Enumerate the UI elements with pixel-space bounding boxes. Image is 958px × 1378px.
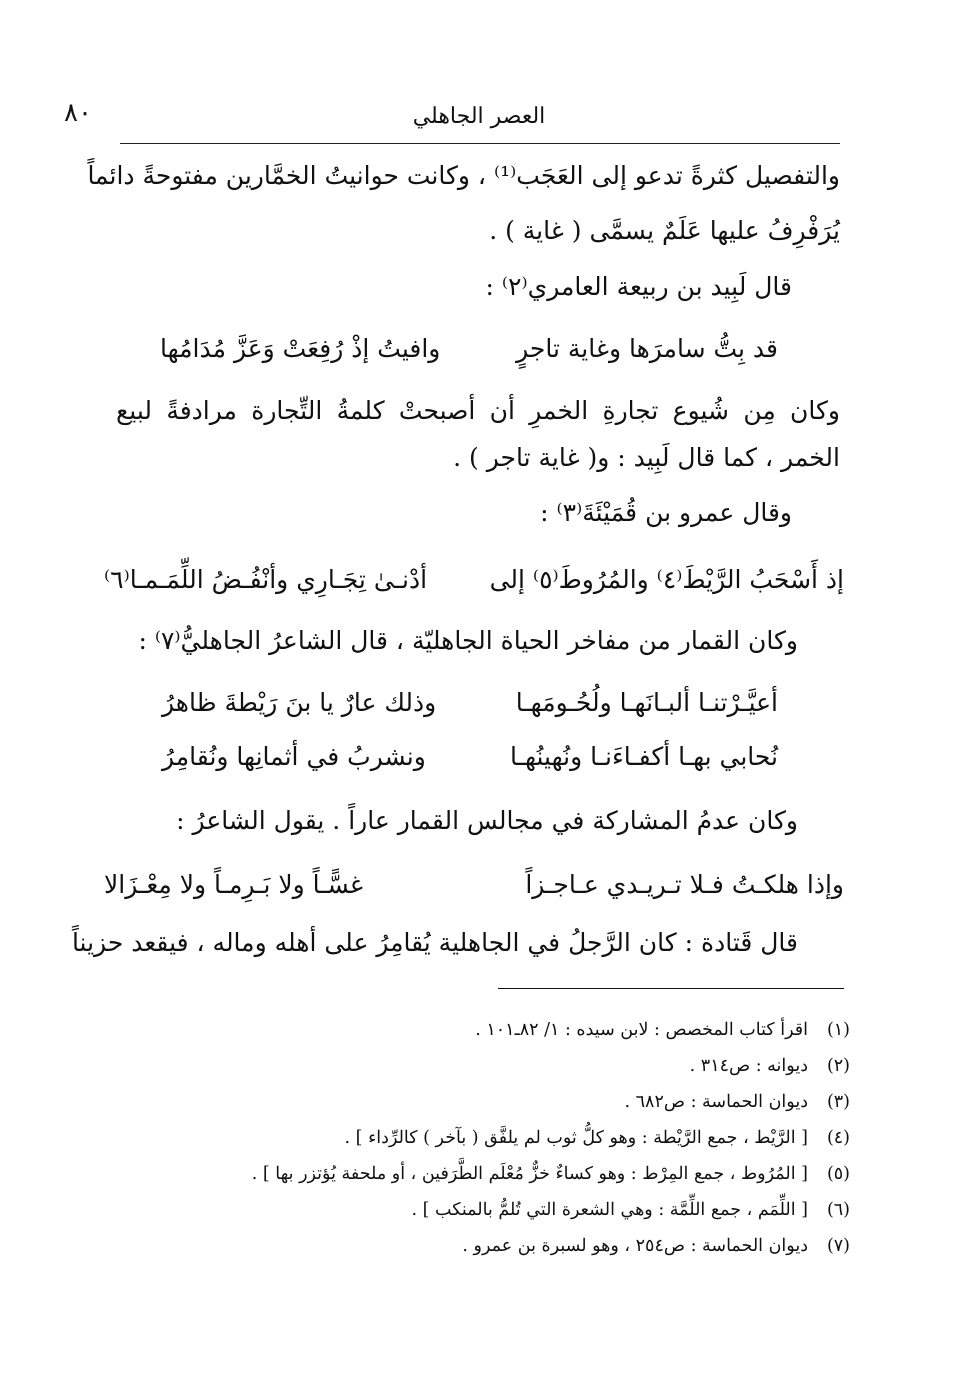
paragraph-line: قال قَتادة : كان الرَّجلُ في الجاهلية يُقامِرُ على أهله وماله ، فيقعد حزيناً: [71, 928, 798, 957]
verse-hemistich-right: إذ أَسْحَبُ الرَّيْطَ⁽٤⁾ والمُرُوطَ⁽٥⁾ إلى: [489, 565, 844, 594]
footnote-number: (٣): [826, 1092, 850, 1112]
verse-hemistich-right: قد بِتُّ سامرَها وغاية تاجرٍ: [516, 334, 778, 363]
page-number: ٨٠: [64, 98, 92, 128]
footnote-text: ديوان الحماسة : ص٦٨٢ .: [624, 1092, 808, 1112]
footnote-text: ديوان الحماسة : ص٢٥٤ ، وهو لسبرة بن عمرو .: [462, 1236, 808, 1256]
header-rule: [120, 143, 840, 144]
footnote-number: (٥): [826, 1164, 850, 1184]
quote-intro: وقال عمرو بن قُمَيْئَةَ⁽٣⁾ :: [540, 498, 792, 527]
running-head: العصر الجاهلي: [412, 104, 546, 129]
paragraph-line: وكان مِن شُيوع تجارةِ الخمرِ أن أصبحتْ كلمةُ التِّجارة مرادفةً لبيع: [116, 396, 840, 425]
paragraph-line: وكان عدمُ المشاركة في مجالس القمار عاراً . يقول الشاعرُ :: [176, 806, 798, 835]
footnote-text: ديوانه : ص٣١٤ .: [689, 1056, 808, 1076]
footnote-text: [ اللِّمَم ، جمع اللِّمَّة : وهي الشعرة التي تُلمُّ بالمنكب ] .: [411, 1200, 808, 1220]
footnote-number: (٤): [826, 1128, 850, 1148]
paragraph-line: وكان القمار من مفاخر الحياة الجاهليّة ، قال الشاعرُ الجاهليُّ⁽٧⁾ :: [138, 626, 798, 655]
paragraph-line: يُرَفْرِفُ عليها عَلَمٌ يسمَّى ( غاية ) .: [489, 216, 840, 245]
footnote-text: [ الرَّيْط ، جمع الرَّيْطة : وهو كلُّ ثوب لم يلفَّق ( بآخر ) كالرِّداء ] .: [344, 1128, 808, 1148]
verse-hemistich-left: أدْنـىٰ تِجَـارِي وأنْفُـضُ اللِّمَـمـا⁽٦⁾: [104, 565, 428, 594]
footnote-number: (٢): [826, 1056, 850, 1076]
paragraph-line: والتفصيل كثرةً تدعو إلى العَجَب⁽¹⁾ ، وكانت حوانيتُ الخمَّارين مفتوحةً دائماً: [87, 161, 840, 190]
verse-hemistich-left: غسًّـاً ولا بَـرِمـاً ولا مِعْـزَالا: [104, 870, 363, 899]
footnote-rule: [498, 988, 844, 989]
verse-hemistich-left: وافيتُ إذْ رُفِعَتْ وَعَزَّ مُدَامُها: [160, 334, 441, 363]
footnote-number: (١): [826, 1020, 850, 1040]
footnote-number: (٧): [826, 1236, 850, 1256]
quote-intro: قال لَبِيد بن ربيعة العامري⁽٢⁾ :: [485, 272, 792, 301]
footnote-text: [ المُرُوط ، جمع المِرْط : وهو كساءٌ خزٌّ مُعْلَم الطَّرَفين ، أو ملحفة يُؤتزر بها ] .: [251, 1164, 808, 1184]
verse-hemistich-right: نُحابي بهـا أكفـاءَنـا ونُهينُهـا: [510, 742, 778, 771]
verse-hemistich-right: وإذا هلكـتُ فـلا تـريـدي عـاجـزاً: [525, 870, 844, 899]
verse-hemistich-left: ونشربُ في أثمانِها ونُقامِرُ: [162, 742, 426, 771]
footnote-text: اقرأ كتاب المخصص : لابن سيده : ١/ ٨٢ـ١٠١ .: [475, 1020, 808, 1040]
paragraph-line: الخمر ، كما قال لَبِيد : و( غاية تاجر ) .: [453, 443, 840, 472]
footnote-number: (٦): [826, 1200, 850, 1220]
verse-hemistich-right: أعيَّـرْتنـا ألبـانَهـا ولُحُـومَهـا: [515, 688, 778, 717]
verse-hemistich-left: وذلك عارٌ يا بنَ رَيْطةَ ظاهرُ: [162, 688, 437, 717]
